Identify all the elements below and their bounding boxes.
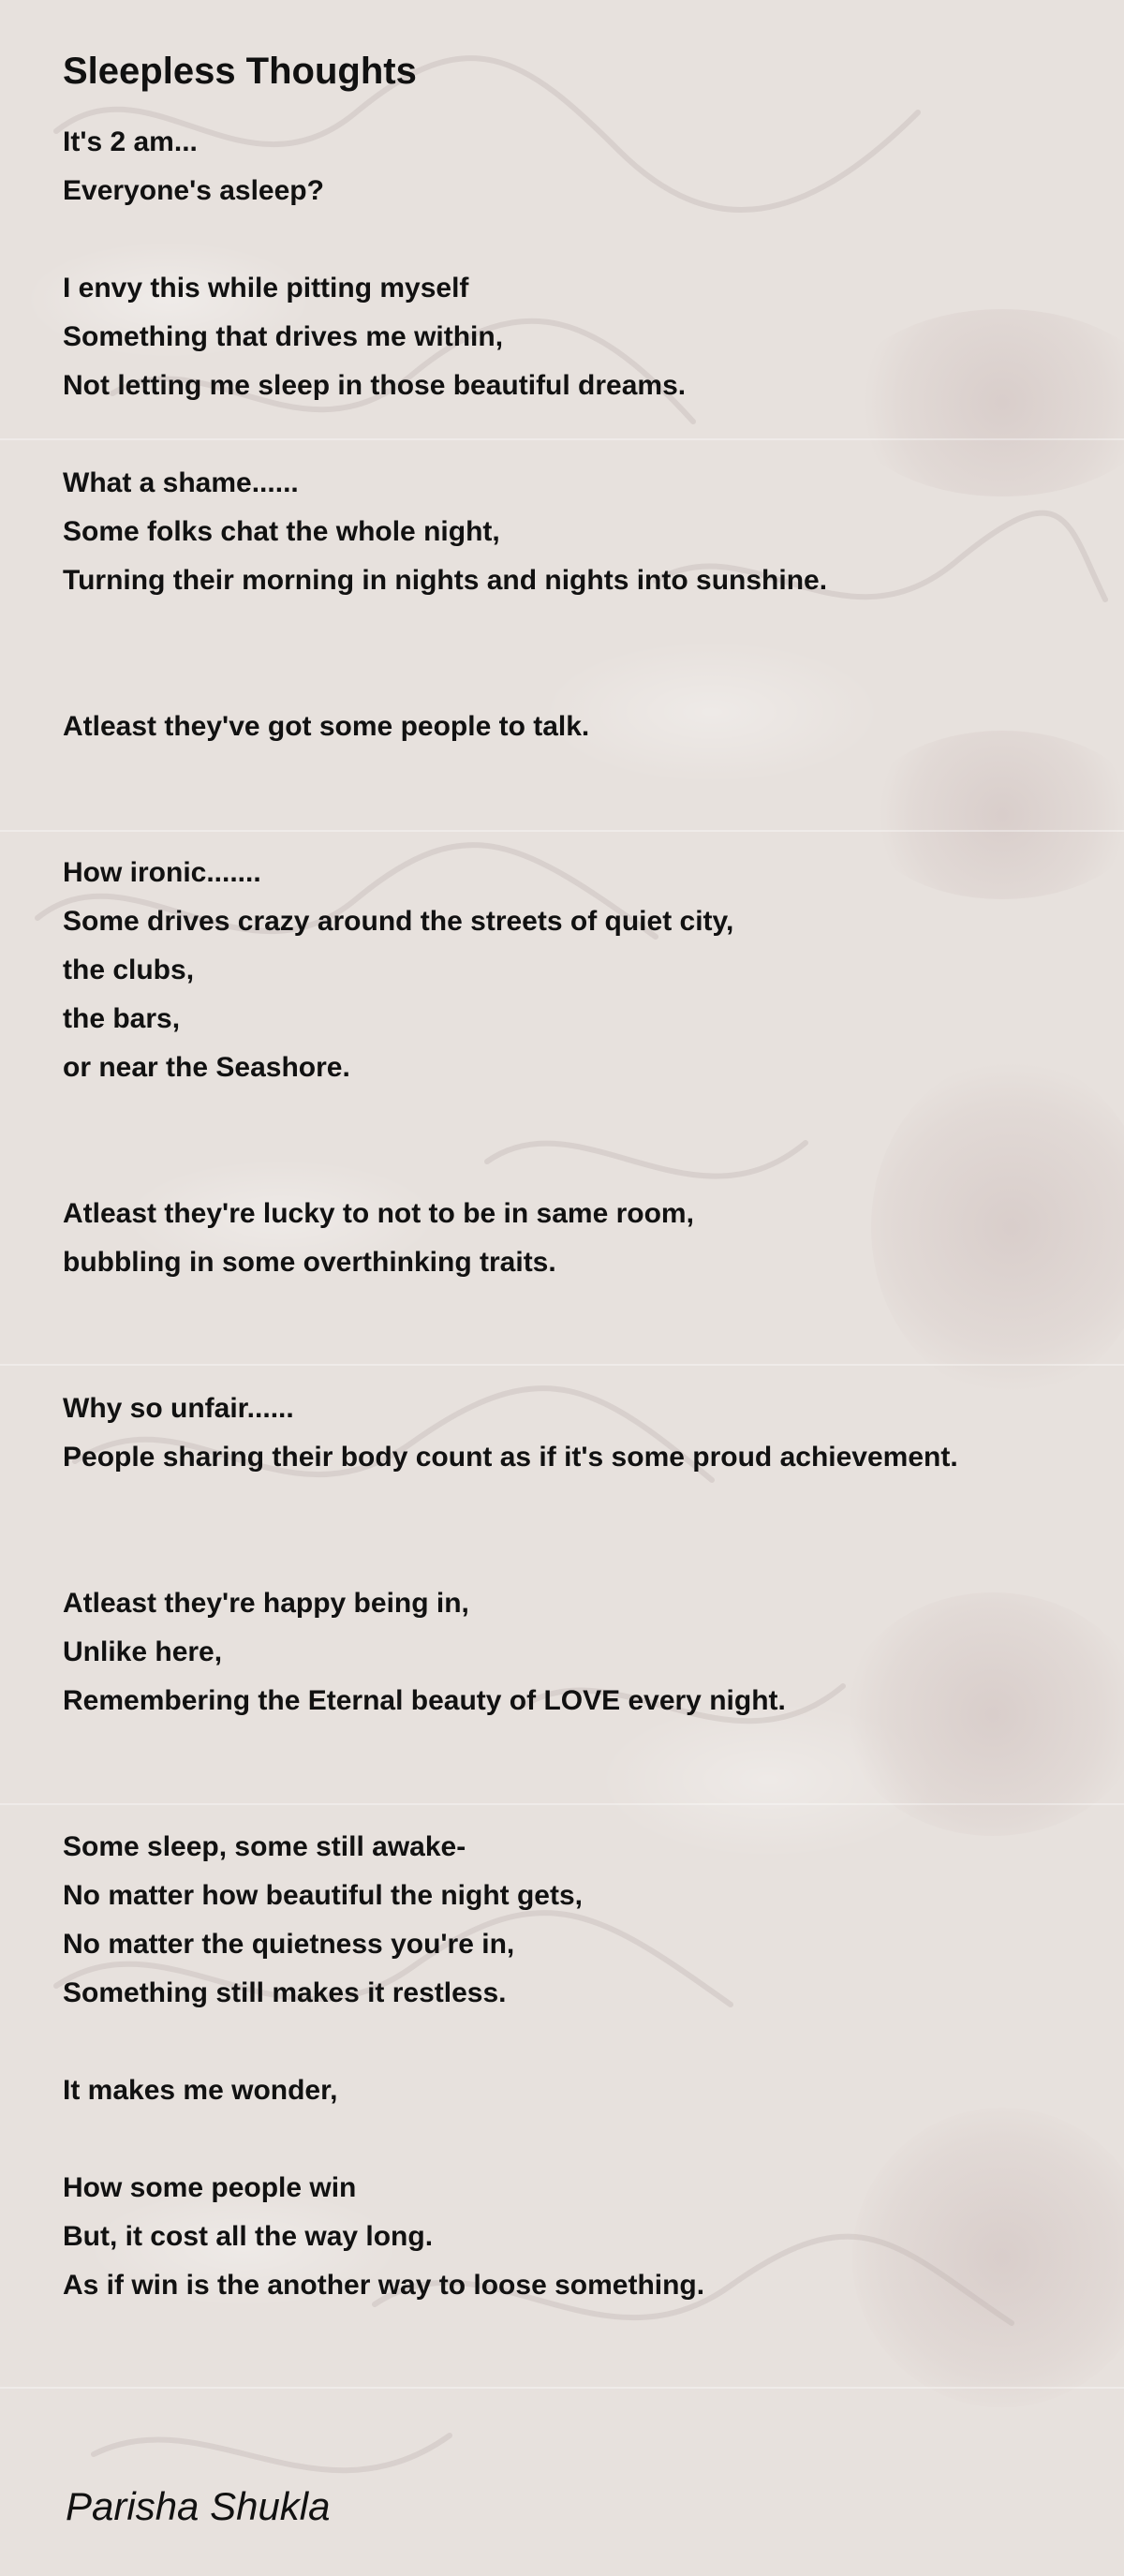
poem-line: No matter the quietness you're in,: [63, 1929, 515, 1960]
poem-line: Atleast they're lucky to not to be in same room,: [63, 1198, 694, 1229]
poem-body: [63, 47, 1074, 2310]
poem-line: or near the Seashore.: [63, 1052, 350, 1083]
poem-line: It's 2 am...: [63, 126, 198, 157]
stanza-break: [63, 605, 1074, 654]
poem-lines: [63, 118, 1074, 2310]
poem-line: I envy this while pitting myself: [63, 273, 469, 303]
poem-line: Not letting me sleep in those beautiful dreams.: [63, 370, 687, 401]
poem-line: Something still makes it restless.: [63, 1977, 507, 2008]
stanza-break: [63, 1141, 1074, 1190]
poem-line: Why so unfair......: [63, 1393, 294, 1424]
poem-line: People sharing their body count as if it's some proud achievement.: [63, 1442, 958, 1473]
poem-line: Some drives crazy around the streets of quiet city,: [63, 906, 734, 937]
poem-line: Atleast they've got some people to talk.: [63, 711, 590, 742]
stanza-break: [63, 2115, 1074, 2164]
poem-line: the clubs,: [63, 955, 195, 985]
poem-line: Turning their morning in nights and nights into sunshine.: [63, 565, 828, 596]
stanza-break: [63, 654, 1074, 703]
stanza-break: [63, 1531, 1074, 1579]
poem-line: Unlike here,: [63, 1636, 223, 1667]
poem-line: Everyone's asleep?: [63, 175, 324, 206]
poem-line: Something that drives me within,: [63, 321, 504, 352]
poem-line: bubbling in some overthinking traits.: [63, 1247, 556, 1278]
poem-line: Atleast they're happy being in,: [63, 1588, 469, 1619]
stanza-break: [63, 800, 1074, 849]
stanza-break: [63, 1092, 1074, 1141]
stanza-break: [63, 2018, 1074, 2066]
stanza-break: [63, 215, 1074, 264]
poem-line: Some sleep, some still awake-: [63, 1831, 466, 1862]
poem-line: How some people win: [63, 2172, 357, 2203]
stanza-break: [63, 1336, 1074, 1384]
poem-line: What a shame......: [63, 467, 299, 498]
stanza-break: [63, 1482, 1074, 1531]
stanza-break: [63, 1725, 1074, 1774]
poem-line: Some folks chat the whole night,: [63, 516, 500, 547]
stanza-break: [63, 1287, 1074, 1336]
poem-line: the bars,: [63, 1003, 181, 1034]
stanza-break: [63, 751, 1074, 800]
poem-line: But, it cost all the way long.: [63, 2221, 434, 2252]
poem-line: It makes me wonder,: [63, 2075, 338, 2106]
poem-title: Sleepless Thoughts: [63, 51, 417, 92]
poem-line: As if win is the another way to loose something.: [63, 2270, 705, 2301]
stanza-break: [63, 410, 1074, 459]
poem-line: No matter how beautiful the night gets,: [63, 1880, 583, 1911]
poem-line: How ironic.......: [63, 857, 261, 888]
stanza-break: [63, 1774, 1074, 1823]
author-name: Parisha Shukla: [66, 2484, 331, 2528]
poem-line: Remembering the Eternal beauty of LOVE every night.: [63, 1685, 786, 1716]
